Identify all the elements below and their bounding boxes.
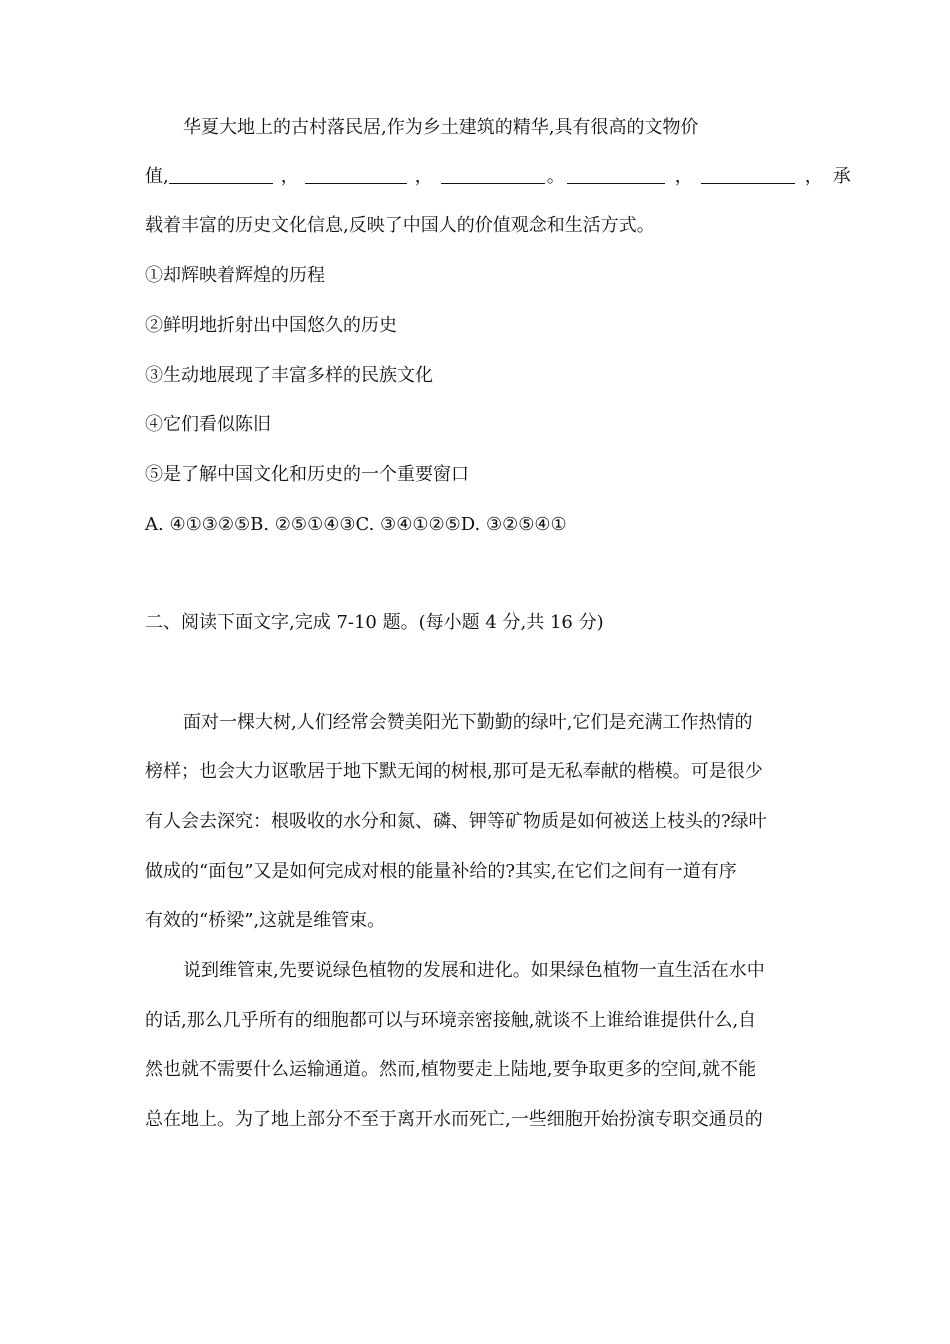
blank-1[interactable] xyxy=(169,165,273,184)
passage-2-p1-line-4: 做成的“面包”又是如何完成对根的能量补给的?其实,在它们之间有一道有序 xyxy=(145,861,737,882)
passage-2-p1-line-1: 面对一棵大树,人们经常会赞美阳光下勤勤的绿叶,它们是充满工作热情的 xyxy=(183,712,753,733)
answer-choices: A. ④①③②⑤B. ②⑤①④③C. ③④①②⑤D. ③②⑤④① xyxy=(145,514,567,535)
blank-4[interactable] xyxy=(567,165,665,184)
passage-2-p2-line-2: 的话,那么几乎所有的细胞都可以与环境亲密接触,就谈不上谁给谁提供什么,自 xyxy=(145,1010,757,1031)
passage-1-line-1: 华夏大地上的古村落民居,作为乡土建筑的精华,具有很高的文物价 xyxy=(183,117,699,138)
passage-2-p1-line-3: 有人会去深究：根吸收的水分和氮、磷、钾等矿物质是如何被送上枝头的?绿叶 xyxy=(145,811,767,832)
option-1: ①却辉映着辉煌的历程 xyxy=(145,265,325,286)
separator-period: 。 xyxy=(546,166,565,187)
passage-2-p2-line-4: 总在地上。为了地上部分不至于离开水而死亡,一些细胞开始扮演专职交通员的 xyxy=(145,1109,763,1130)
option-5: ⑤是了解中国文化和历史的一个重要窗口 xyxy=(145,464,469,485)
passage-2-p1-line-5: 有效的“桥梁”,这就是维管束。 xyxy=(145,910,386,931)
passage-1-line-2 xyxy=(145,165,851,189)
line-2-end: 承 xyxy=(832,166,851,187)
separator-comma: ， xyxy=(414,166,433,187)
passage-1-line-3: 载着丰富的历史文化信息,反映了中国人的价值观念和生活方式。 xyxy=(145,215,655,236)
section-2-heading: 二、阅读下面文字,完成 7-10 题。(每小题 4 分,共 16 分) xyxy=(145,612,604,633)
blank-3[interactable] xyxy=(441,165,545,184)
passage-2-p1-line-2: 榜样；也会大力讴歌居于地下默无闻的树根,那可是无私奉献的楷模。可是很少 xyxy=(145,761,763,782)
passage-2-p2-line-1: 说到维管束,先要说绿色植物的发展和进化。如果绿色植物一直生活在水中 xyxy=(183,960,765,981)
separator-comma: ， xyxy=(804,166,823,187)
separator-comma: ， xyxy=(674,166,693,187)
blank-2[interactable] xyxy=(305,165,407,184)
passage-2-p2-line-3: 然也就不需要什么运输通道。然而,植物要走上陆地,要争取更多的空间,就不能 xyxy=(145,1059,757,1080)
option-4: ④它们看似陈旧 xyxy=(145,414,271,435)
option-3: ③生动地展现了丰富多样的民族文化 xyxy=(145,365,433,386)
blank-5[interactable] xyxy=(701,165,795,184)
option-2: ②鲜明地折射出中国悠久的历史 xyxy=(145,315,397,336)
separator-comma: ， xyxy=(280,166,299,187)
line-2-start: 值, xyxy=(145,166,169,187)
